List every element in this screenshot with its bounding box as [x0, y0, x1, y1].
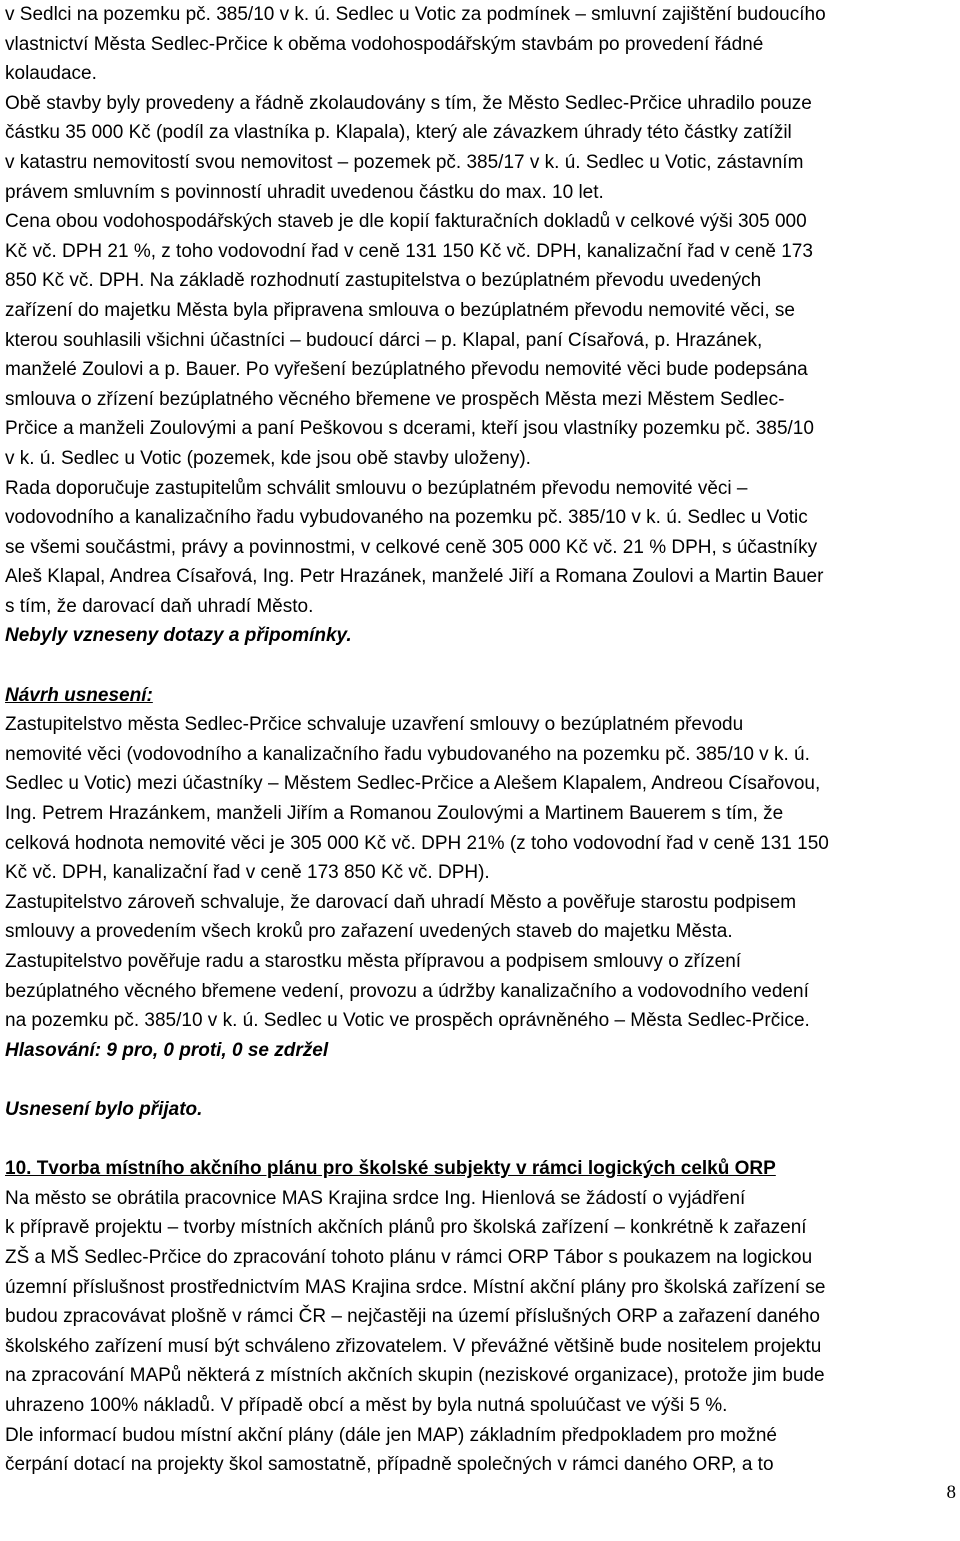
text-line: kterou souhlasili všichni účastníci – budoucí dárci – p. Klapal, paní Císařová, p. Hrazánek,	[5, 329, 763, 351]
text-line: vlastnictví Města Sedlec-Prčice k oběma vodohospodářským stavbám po provedení řádné	[5, 33, 764, 55]
resolution-line: Sedlec u Votic) mezi účastníky – Městem Sedlec-Prčice a Alešem Klapalem, Andreou Císařovou,	[5, 773, 821, 795]
text-line: zařízení do majetku Města byla připravena smlouva o bezúplatném převodu nemovité věci, se	[5, 299, 795, 321]
resolution-line: celková hodnota nemovité věci je 305 000 Kč vč. DPH 21% (z toho vodovodní řad v ceně 131 150	[5, 832, 829, 854]
text-line: vodovodního a kanalizačního řadu vybudovaného na pozemku pč. 385/10 v k. ú. Sedlec u Votic	[5, 507, 808, 529]
section-line: územní příslušnost prostřednictvím MAS Krajina srdce. Místní akční plány pro školská zařízení se	[5, 1276, 826, 1298]
text-line: Cena obou vodohospodářských staveb je dle kopií fakturačních dokladů v celkové výši 305 000	[5, 211, 807, 233]
text-line: se všemi součástmi, právy a povinnostmi, v celkové ceně 305 000 Kč vč. 21 % DPH, s účastníky	[5, 536, 818, 558]
document-page	[5, 0, 955, 1480]
section-line: uhrazeno 100% nákladů. V případě obcí a měst by byla nutná spoluúčast ve výši 5 %.	[5, 1394, 728, 1416]
spacer	[5, 1125, 955, 1155]
text-line: 850 Kč vč. DPH. Na základě rozhodnutí zastupitelstva o bezúplatném převodu uvedených	[5, 270, 762, 292]
section-line: čerpání dotací na projekty škol samostatně, případně společných v rámci daného ORP, a to	[5, 1454, 774, 1476]
resolution-line: Zastupitelstvo města Sedlec-Prčice schvaluje uzavření smlouvy o bezúplatném převodu	[5, 714, 744, 736]
spacer	[5, 1065, 955, 1095]
text-line: smlouva o zřízení bezúplatného věcného břemene ve prospěch Města mezi Městem Sedlec-	[5, 388, 785, 410]
resolution-text	[5, 710, 955, 1036]
text-line: Rada doporučuje zastupitelům schválit smlouvu o bezúplatném převodu nemovité věci –	[5, 477, 748, 499]
text-line: právem smluvním s povinností uhradit uvedenou částku do max. 10 let.	[5, 181, 604, 203]
text-line: kolaudace.	[5, 63, 97, 85]
vote-result: Hlasování: 9 pro, 0 proti, 0 se zdržel	[5, 1039, 329, 1061]
text-line: Prčice a manželi Zoulovými a paní Peškovou s dcerami, kteří jsou vlastníky pozemku pč. 385/10	[5, 418, 814, 440]
text-line: v katastru nemovitostí svou nemovitost – pozemek pč. 385/17 v k. ú. Sedlec u Votic, zástavním	[5, 151, 804, 173]
text-line: s tím, že darovací daň uhradí Město.	[5, 595, 314, 617]
section-text	[5, 1184, 955, 1480]
resolution-line: Zastupitelstvo zároveň schvaluje, že darovací daň uhradí Město a pověřuje starostu podpisem	[5, 891, 797, 913]
resolution-line: nemovité věci (vodovodního a kanalizačního řadu vybudovaného na pozemku pč. 385/10 v k. ú.	[5, 743, 810, 765]
section-line: k přípravě projektu – tvorby místních akčních plánů pro školská zařízení – konkrétně k zařazení	[5, 1217, 807, 1239]
section-line: Na město se obrátila pracovnice MAS Krajina srdce Ing. Hienlová se žádostí o vyjádření	[5, 1187, 746, 1209]
section-line: na zpracování MAPů některá z místních akčních skupin (neziskové organizace), protože jim bude	[5, 1365, 825, 1387]
resolution-line: Ing. Petrem Hrazánkem, manželi Jiřím a Romanou Zoulovými a Martinem Bauerem s tím, že	[5, 803, 784, 825]
section-line: budou zpracovávat plošně v rámci ČR – nejčastěji na území příslušných ORP a zařazení daného	[5, 1306, 820, 1328]
resolution-accepted: Usnesení bylo přijato.	[5, 1098, 203, 1120]
resolution-line: bezúplatného věcného břemene vedení, provozu a údržby kanalizačního a vodovodního vedení	[5, 980, 809, 1002]
text-line: manželé Zoulovi a p. Bauer. Po vyřešení bezúplatného převodu nemovité věci bude podepsána	[5, 359, 808, 381]
section-line: školského zařízení musí být schváleno zřizovatelem. V převážné většině bude nositelem projektu	[5, 1335, 822, 1357]
no-questions-note: Nebyly vzneseny dotazy a připomínky.	[5, 625, 352, 647]
section-line: ZŠ a MŠ Sedlec-Prčice do zpracování tohoto plánu v rámci ORP Tábor s poukazem na logickou	[5, 1246, 813, 1268]
section-line: Dle informací budou místní akční plány (dále jen MAP) základním předpokladem pro možné	[5, 1424, 777, 1446]
text-line: v k. ú. Sedlec u Votic (pozemek, kde jsou obě stavby uloženy).	[5, 447, 531, 469]
resolution-line: Kč vč. DPH, kanalizační řad v ceně 173 850 Kč vč. DPH).	[5, 862, 490, 884]
spacer	[5, 651, 955, 681]
text-line: Kč vč. DPH 21 %, z toho vodovodní řad v ceně 131 150 Kč vč. DPH, kanalizační řad v ceně 173	[5, 240, 813, 262]
text-line: Aleš Klapal, Andrea Císařová, Ing. Petr Hrazánek, manželé Jiří a Romana Zoulovi a Martin Bauer	[5, 566, 824, 588]
text-line: částku 35 000 Kč (podíl za vlastníka p. Klapala), který ale závazkem úhrady této částky zatížil	[5, 122, 792, 144]
resolution-line: na pozemku pč. 385/10 v k. ú. Sedlec u Votic ve prospěch oprávněného – Města Sedlec-Prčice.	[5, 1010, 810, 1032]
section-heading: 10. Tvorba místního akčního plánu pro školské subjekty v rámci logických celků ORP	[5, 1158, 776, 1180]
resolution-line: smlouvy a provedením všech kroků pro zařazení uvedených staveb do majetku Města.	[5, 921, 733, 943]
resolution-line: Zastupitelstvo pověřuje radu a starostku města přípravou a podpisem smlouvy o zřízení	[5, 951, 742, 972]
page-number: 8	[946, 1482, 956, 1503]
resolution-heading: Návrh usnesení:	[5, 684, 153, 706]
paragraph-transfer-details	[5, 0, 955, 621]
text-line: Obě stavby byly provedeny a řádně zkolaudovány s tím, že Město Sedlec-Prčice uhradilo pouze	[5, 92, 812, 114]
text-line: v Sedlci na pozemku pč. 385/10 v k. ú. Sedlec u Votic za podmínek – smluvní zajištění budoucího	[5, 4, 826, 25]
